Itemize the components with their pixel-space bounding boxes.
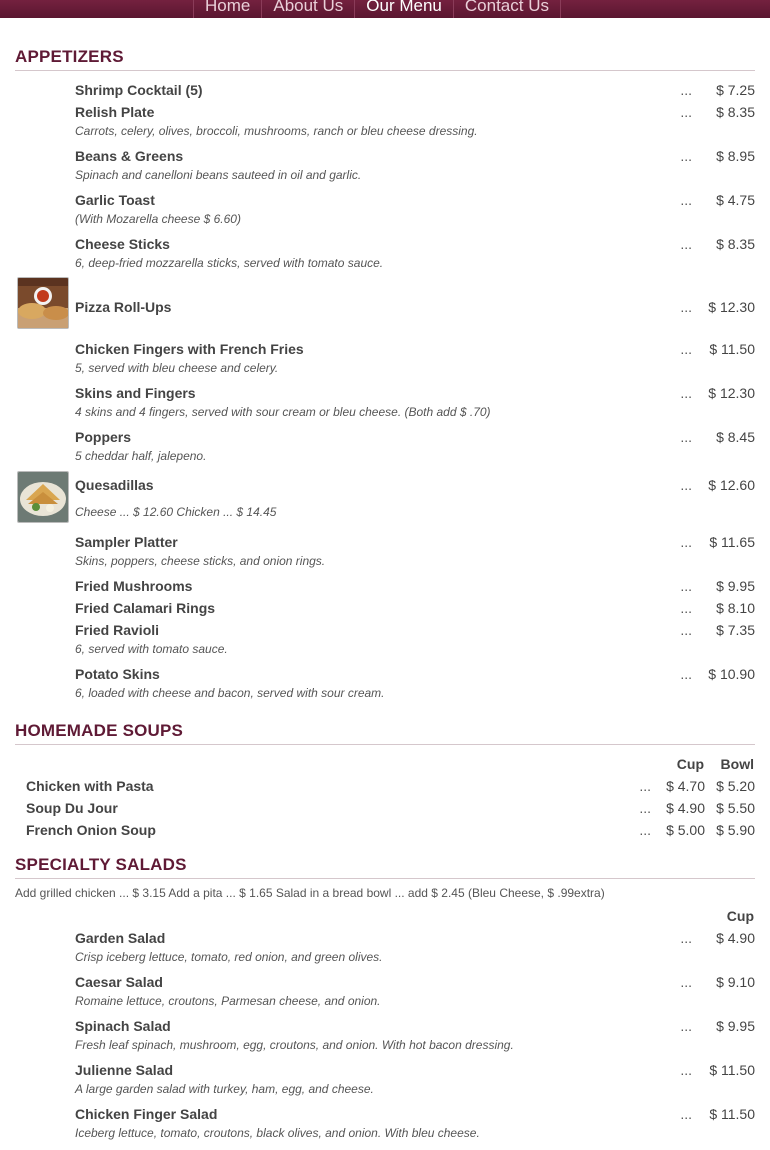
item-price: $ 4.90 — [716, 930, 755, 946]
item-price: $ 7.35 — [716, 622, 755, 638]
item-name: Garden Salad — [75, 930, 166, 946]
item-description: Romaine lettuce, croutons, Parmesan cheese, and onion. — [75, 994, 381, 1008]
item-price: $ 8.45 — [716, 429, 755, 445]
item-description: Skins, poppers, cheese sticks, and onion rings. — [75, 554, 326, 568]
item-name: Potato Skins — [75, 666, 160, 682]
soup-bowl-price: $ 5.50 — [716, 800, 755, 816]
soup-cup-price: $ 4.70 — [666, 778, 705, 794]
item-dots: ... — [680, 600, 692, 616]
cup-column-header: Cup — [726, 908, 754, 924]
pizza-roll-ups-photo[interactable] — [17, 277, 69, 329]
nav-home-link[interactable]: Home — [193, 0, 261, 18]
item-price: $ 8.95 — [716, 148, 755, 164]
soup-name: French Onion Soup — [26, 822, 156, 838]
item-dots: ... — [680, 974, 692, 990]
quesadillas-photo[interactable] — [17, 471, 69, 523]
item-price: $ 10.90 — [708, 666, 755, 682]
item-price: $ 8.35 — [716, 104, 755, 120]
item-name: Chicken Fingers with French Fries — [75, 341, 304, 357]
item-name: Garlic Toast — [75, 192, 155, 208]
item-name: Fried Calamari Rings — [75, 600, 216, 616]
item-dots: ... — [680, 82, 692, 98]
soup-dots: ... — [639, 822, 651, 838]
item-description: 6, loaded with cheese and bacon, served with sour cream. — [75, 686, 385, 700]
item-dots: ... — [680, 578, 692, 594]
item-price: $ 12.30 — [708, 299, 755, 315]
item-dots: ... — [680, 236, 692, 252]
item-dots: ... — [680, 192, 692, 208]
item-price: $ 11.50 — [709, 1062, 755, 1078]
item-description: Iceberg lettuce, tomato, croutons, black olives, and onion. With bleu cheese. — [75, 1126, 480, 1140]
item-dots: ... — [680, 385, 692, 401]
item-name: Fried Mushrooms — [75, 578, 193, 594]
item-dots: ... — [680, 341, 692, 357]
main-nav — [193, 0, 561, 18]
item-price: $ 9.10 — [716, 974, 755, 990]
item-description: 5 cheddar half, jalepeno. — [75, 449, 207, 463]
item-description: 6, deep-fried mozzarella sticks, served with tomato sauce. — [75, 256, 384, 270]
item-description: Cheese ... $ 12.60 Chicken ... $ 14.45 — [75, 505, 277, 519]
item-name: Sampler Platter — [75, 534, 178, 550]
item-price: $ 9.95 — [716, 578, 755, 594]
item-price: $ 8.10 — [716, 600, 755, 616]
item-dots: ... — [680, 622, 692, 638]
item-dots: ... — [680, 1062, 692, 1078]
soup-name: Soup Du Jour — [26, 800, 118, 816]
item-price: $ 11.65 — [709, 534, 755, 550]
item-description: A large garden salad with turkey, ham, egg, and cheese. — [75, 1082, 374, 1096]
section-title-appetizers: APPETIZERS — [15, 47, 755, 71]
nav-contact-link[interactable]: Contact Us — [453, 0, 561, 18]
soup-row — [15, 778, 755, 796]
item-description: Spinach and canelloni beans sauteed in oil and garlic. — [75, 168, 362, 182]
nav-about-link[interactable]: About Us — [261, 0, 354, 18]
item-dots: ... — [680, 666, 692, 682]
soup-dots: ... — [639, 800, 651, 816]
item-price: $ 9.95 — [716, 1018, 755, 1034]
appetizers-section — [15, 47, 755, 71]
item-dots: ... — [680, 429, 692, 445]
item-description: 4 skins and 4 fingers, served with sour cream or bleu cheese. (Both add $ .70) — [75, 405, 491, 419]
item-name: Fried Ravioli — [75, 622, 160, 638]
item-description: Fresh leaf spinach, mushroom, egg, croutons, and onion. With hot bacon dressing. — [75, 1038, 514, 1052]
item-name: Julienne Salad — [75, 1062, 174, 1078]
item-price: $ 11.50 — [709, 341, 755, 357]
soup-row — [15, 822, 755, 840]
soups-section — [15, 721, 755, 745]
soup-row — [15, 800, 755, 818]
item-description: Carrots, celery, olives, broccoli, mushrooms, ranch or bleu cheese dressing. — [75, 124, 478, 138]
item-description: (With Mozarella cheese $ 6.60) — [75, 212, 241, 226]
item-name: Poppers — [75, 429, 132, 445]
soup-bowl-price: $ 5.90 — [716, 822, 755, 838]
item-name: Cheese Sticks — [75, 236, 170, 252]
item-description: Crisp iceberg lettuce, tomato, red onion, and green olives. — [75, 950, 383, 964]
item-name: Spinach Salad — [75, 1018, 171, 1034]
item-price: $ 12.30 — [708, 385, 755, 401]
item-name: Chicken Finger Salad — [75, 1106, 218, 1122]
item-name: Relish Plate — [75, 104, 155, 120]
item-price: $ 7.25 — [716, 82, 755, 98]
soup-bowl-price: $ 5.20 — [716, 778, 755, 794]
section-title-soups: HOMEMADE SOUPS — [15, 721, 755, 745]
bowl-column-header: Bowl — [720, 756, 754, 772]
top-nav-bar — [0, 0, 770, 18]
salads-addon-note: Add grilled chicken ... $ 3.15 Add a pita ... $ 1.65 Salad in a bread bowl ... add $ 2.45 (Bleu Cheese, $ .99extra) — [15, 886, 605, 900]
item-dots: ... — [680, 930, 692, 946]
item-name: Skins and Fingers — [75, 385, 196, 401]
item-price: $ 8.35 — [716, 236, 755, 252]
section-title-salads: SPECIALTY SALADS — [15, 855, 755, 879]
soup-dots: ... — [639, 778, 651, 794]
item-name: Quesadillas — [75, 477, 154, 493]
item-dots: ... — [680, 534, 692, 550]
item-price: $ 4.75 — [716, 192, 755, 208]
item-dots: ... — [680, 299, 692, 315]
soup-cup-price: $ 5.00 — [666, 822, 705, 838]
nav-menu-link[interactable]: Our Menu — [354, 0, 453, 18]
item-dots: ... — [680, 104, 692, 120]
salads-section — [15, 855, 755, 879]
item-dots: ... — [680, 1106, 692, 1122]
cup-column-header: Cup — [676, 756, 704, 772]
item-dots: ... — [680, 1018, 692, 1034]
item-name: Shrimp Cocktail (5) — [75, 82, 203, 98]
item-dots: ... — [680, 477, 692, 493]
soup-name: Chicken with Pasta — [26, 778, 154, 794]
item-description: 5, served with bleu cheese and celery. — [75, 361, 279, 375]
item-name: Beans & Greens — [75, 148, 184, 164]
item-dots: ... — [680, 148, 692, 164]
item-price: $ 12.60 — [708, 477, 755, 493]
soup-cup-price: $ 4.90 — [666, 800, 705, 816]
item-name: Pizza Roll-Ups — [75, 299, 172, 315]
item-name: Caesar Salad — [75, 974, 163, 990]
item-price: $ 11.50 — [709, 1106, 755, 1122]
item-description: 6, served with tomato sauce. — [75, 642, 228, 656]
